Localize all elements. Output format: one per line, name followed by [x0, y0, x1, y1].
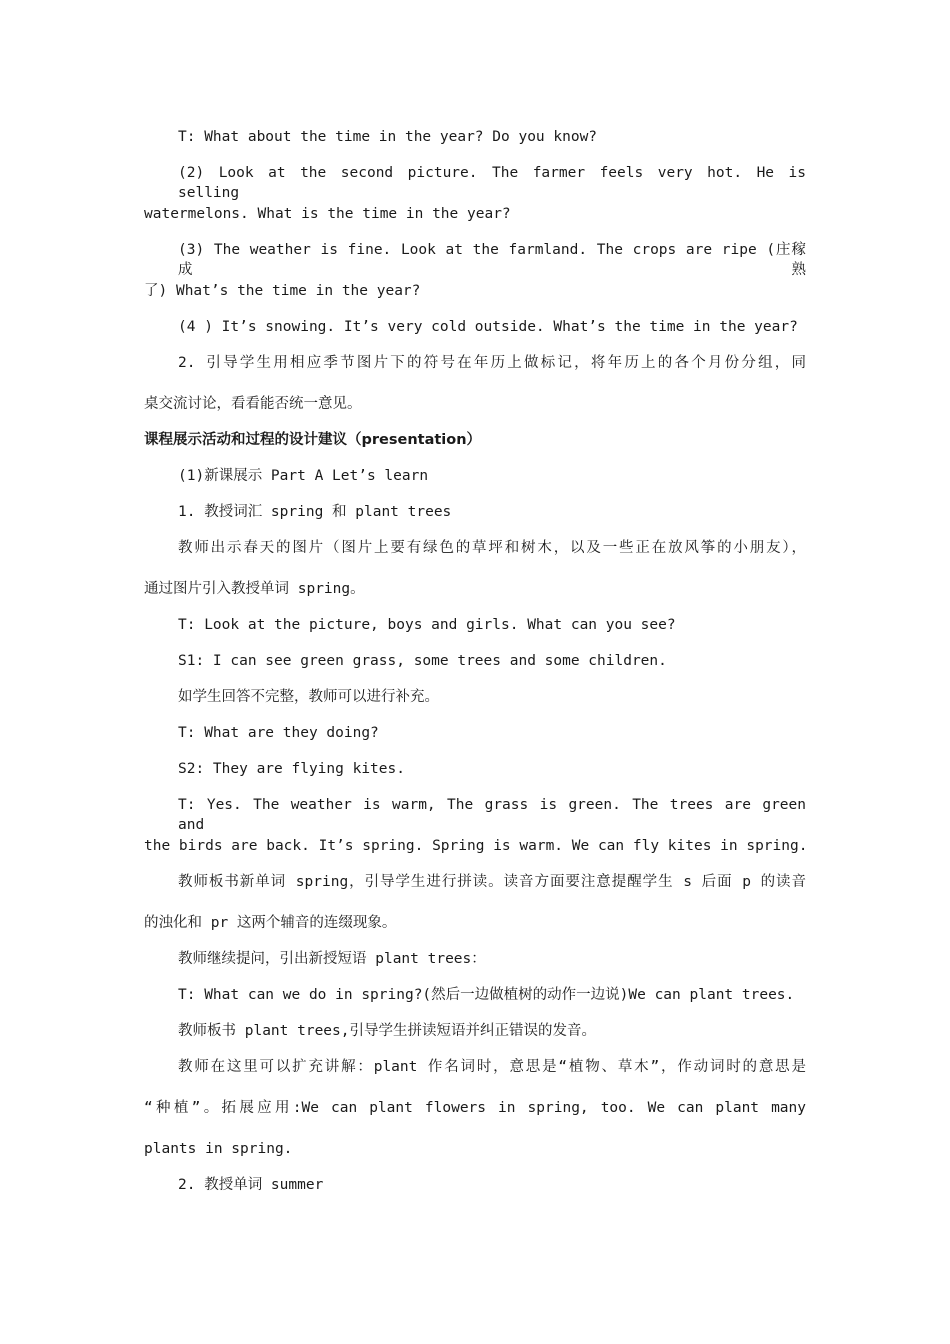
- text-line: 了) What’s the time in the year?: [144, 283, 421, 299]
- text-line: (4 ) It’s snowing. It’s very cold outside. What’s the time in the year?: [178, 319, 798, 335]
- text-line: T: What are they doing?: [178, 725, 379, 741]
- section-heading: 课程展示活动和过程的设计建议（presentation）: [144, 432, 482, 448]
- text-line: 教师板书 plant trees,引导学生拼读短语并纠正错误的发音。: [178, 1023, 596, 1039]
- text-line: T: What about the time in the year? Do you know?: [178, 129, 598, 145]
- text-line: 通过图片引入教授单词 spring。: [144, 581, 365, 597]
- text-line: S2: They are flying kites.: [178, 761, 405, 777]
- text-line: S1: I can see green grass, some trees and some children.: [178, 653, 667, 669]
- text-line: 教师出示春天的图片（图片上要有绿色的草坪和树木，以及一些正在放风筝的小朋友），: [178, 540, 806, 556]
- text-line: (1)新课展示 Part A Let’s learn: [178, 468, 429, 484]
- text-line: (3) The weather is fine. Look at the farmland. The crops are ripe (庄稼成熟: [178, 242, 806, 278]
- text-line: 教师继续提问，引出新授短语 plant trees：: [178, 951, 486, 967]
- text-line: T: Yes. The weather is warm, The grass is green. The trees are green and: [178, 797, 806, 833]
- text-line: the birds are back. It’s spring. Spring is warm. We can fly kites in spring.: [144, 838, 808, 854]
- text-line: 的浊化和 pr 这两个辅音的连缀现象。: [144, 915, 397, 931]
- text-line: 教师板书新单词 spring，引导学生进行拼读。读音方面要注意提醒学生 s 后面 p 的读音: [178, 874, 806, 890]
- text-line: T: What can we do in spring?(然后一边做植树的动作一边说)We can plant trees.: [178, 987, 795, 1003]
- text-line: 1. 教授词汇 spring 和 plant trees: [178, 504, 452, 520]
- text-line: 2. 引导学生用相应季节图片下的符号在年历上做标记，将年历上的各个月份分组，同: [178, 355, 806, 371]
- text-line: (2) Look at the second picture. The farmer feels very hot. He is selling: [178, 165, 806, 201]
- text-line: 教师在这里可以扩充讲解：plant 作名词时，意思是“植物、草木”，作动词时的意思是: [178, 1059, 806, 1075]
- text-line: T: Look at the picture, boys and girls. What can you see?: [178, 617, 676, 633]
- text-line: 桌交流讨论，看看能否统一意见。: [144, 396, 362, 412]
- text-line: “种植”。拓展应用:We can plant flowers in spring, too. We can plant many: [144, 1100, 806, 1116]
- text-line: watermelons. What is the time in the year?: [144, 206, 511, 222]
- text-line: 2. 教授单词 summer: [178, 1177, 324, 1193]
- text-line: 如学生回答不完整，教师可以进行补充。: [178, 689, 439, 705]
- text-line: plants in spring.: [144, 1141, 293, 1157]
